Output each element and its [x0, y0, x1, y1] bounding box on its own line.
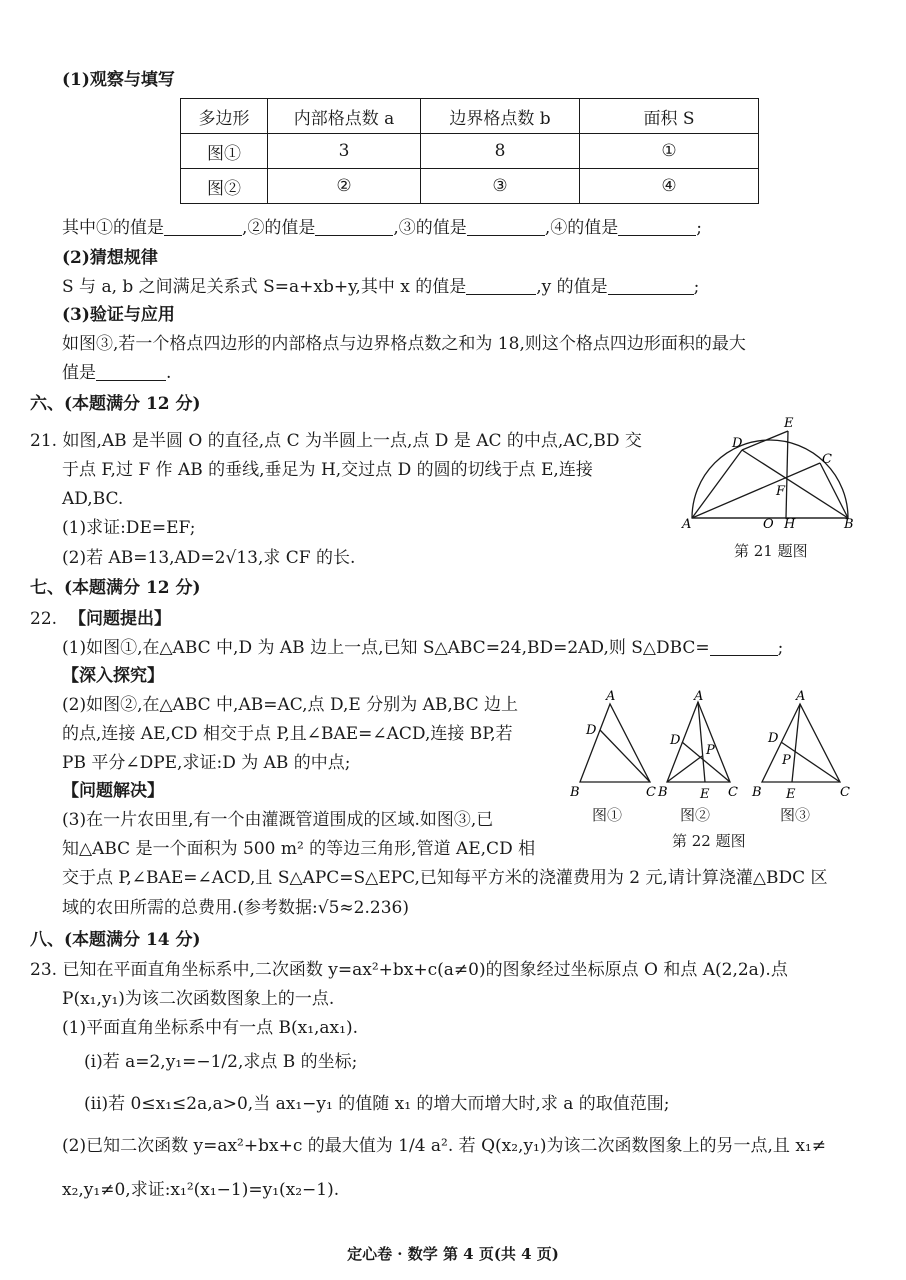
q22-caption: 第 22 题图 [672, 832, 746, 850]
f2-label-b: B [658, 785, 668, 800]
table-cell: ② [268, 169, 421, 204]
answer-blank-3[interactable] [467, 217, 545, 236]
s3-end: . [166, 363, 172, 383]
q22-line6: 知△ABC 是一个面积为 500 m² 的等边三角形,管道 AE,CD 相 [62, 839, 536, 859]
table-header-row [181, 99, 759, 134]
fill-text: ,③的值是 [393, 218, 467, 238]
p20-s3-text1: 如图③,若一个格点四边形的内部格点与边界格点数之和为 18,则这个格点四边形面积的最大 [62, 334, 746, 354]
q23-line6: (2)已知二次函数 y=ax²+bx+c 的最大值为 1/4 a². 若 Q(x₂,y₁)为该二次函数图象上的另一点,且 x₁≠ [62, 1136, 826, 1156]
fill-text: ; [696, 218, 702, 238]
q21-caption: 第 21 题图 [734, 542, 808, 560]
q21-line5: (2)若 AB=13,AD=2√13,求 CF 的长. [62, 548, 356, 568]
table-cell: 3 [268, 134, 421, 169]
q23-line1: 23. 已知在平面直角坐标系中,二次函数 y=ax²+bx+c(a≠0)的图象经过坐标原点 O 和点 A(2,2a).点 [30, 960, 788, 980]
section-6-heading: 六、(本题满分 12 分) [30, 394, 201, 414]
q21-figure [680, 415, 860, 533]
q22-figures [570, 690, 860, 802]
table-cell: 图② [181, 169, 268, 204]
label-f: F [776, 484, 786, 499]
f1-label-c: C [646, 785, 656, 800]
table-cell: ① [580, 134, 759, 169]
q22-l1-text: (1)如图①,在△ABC 中,D 为 AB 边上一点,已知 S△ABC=24,BD=2AD,则 S△DBC= [62, 638, 710, 658]
s2-text: S 与 a, b 之间满足关系式 S=a+xb+y,其中 x 的值是 [62, 277, 467, 297]
q22-line2: (2)如图②,在△ABC 中,AB=AC,点 D,E 分别为 AB,BC 边上 [62, 695, 518, 715]
section-8-heading: 八、(本题满分 14 分) [30, 930, 201, 950]
f2-label-d: D [670, 733, 681, 748]
triangle-diagrams [570, 690, 860, 802]
q22-line1 [62, 636, 783, 660]
table-cell: 8 [421, 134, 580, 169]
f2-label-e: E [700, 787, 710, 802]
p20-s3-line2 [62, 361, 171, 385]
p20-s2-line [62, 275, 699, 299]
f1-label-d: D [586, 723, 597, 738]
fig-caption-3: 图③ [780, 806, 811, 824]
f2-label-p: P [706, 743, 715, 758]
table-cell: ④ [580, 169, 759, 204]
f1-label-a: A [606, 690, 616, 704]
answer-blank-max[interactable] [96, 362, 166, 381]
p20-s2-title: (2)猜想规律 [62, 248, 158, 268]
q22-num: 22. [30, 609, 58, 629]
f3-label-e: E [786, 787, 796, 802]
fig-caption-1: 图① [592, 806, 623, 824]
answer-blank-4[interactable] [618, 217, 696, 236]
q21-line4: (1)求证:DE=EF; [62, 518, 196, 538]
lattice-table [180, 98, 759, 204]
table-row [181, 134, 759, 169]
label-c: C [822, 452, 832, 467]
fig-caption-2: 图② [680, 806, 711, 824]
answer-blank-y[interactable] [608, 276, 694, 295]
q22-line3: 的点,连接 AE,CD 相交于点 P,且∠BAE=∠ACD,连接 BP,若 [62, 724, 513, 744]
semicircle-diagram [680, 415, 860, 533]
q23-line7: x₂,y₁≠0,求证:x₁²(x₁−1)=y₁(x₂−1). [62, 1180, 340, 1200]
f3-label-d: D [768, 731, 779, 746]
answer-blank-1[interactable] [164, 217, 242, 236]
q22-number [30, 607, 171, 631]
s2-mid: ,y 的值是 [536, 277, 608, 297]
q23-line3: (1)平面直角坐标系中有一点 B(x₁,ax₁). [62, 1018, 358, 1038]
label-a: A [682, 517, 692, 532]
q22-heading-2: 【深入探究】 [62, 666, 164, 686]
q21-line2: 于点 F,过 F 作 AB 的垂线,垂足为 H,交过点 D 的圆的切线于点 E,连接 [62, 460, 593, 480]
table-row [181, 169, 759, 204]
table-cell: ③ [421, 169, 580, 204]
fill-text: ,④的值是 [544, 218, 619, 238]
p20-s3-title: (3)验证与应用 [62, 305, 175, 325]
s3-text: 值是 [62, 363, 96, 383]
table-header: 内部格点数 a [268, 99, 421, 134]
f3-label-b: B [752, 785, 762, 800]
q23-line5: (ii)若 0≤x₁≤2a,a>0,当 ax₁−y₁ 的值随 x₁ 的增大而增大时,求 a 的取值范围; [84, 1094, 670, 1114]
q22-heading-3: 【问题解决】 [62, 781, 164, 801]
answer-blank-2[interactable] [315, 217, 393, 236]
q22-heading-1: 【问题提出】 [69, 609, 172, 629]
q21-line1: 21. 如图,AB 是半圆 O 的直径,点 C 为半圆上一点,点 D 是 AC 的中点,AC,BD 交 [30, 431, 642, 451]
fill-text: ,②的值是 [242, 218, 316, 238]
fill-text: 其中①的值是 [62, 218, 164, 238]
table-cell: 图① [181, 134, 268, 169]
table-header: 边界格点数 b [421, 99, 580, 134]
table-header: 面积 S [580, 99, 759, 134]
f2-label-a: A [694, 690, 704, 704]
f2-label-c: C [728, 785, 738, 800]
page-footer: 定心卷 · 数学 第 4 页(共 4 页) [347, 1245, 559, 1263]
q21-line3: AD,BC. [62, 489, 124, 509]
f3-label-a: A [796, 690, 806, 704]
section-7-heading: 七、(本题满分 12 分) [30, 578, 201, 598]
p20-s1-title: (1)观察与填写 [62, 70, 175, 90]
f3-label-p: P [782, 753, 791, 768]
q23-line2: P(x₁,y₁)为该二次函数图象上的一点. [62, 989, 335, 1009]
q23-line4: (i)若 a=2,y₁=−1/2,求点 B 的坐标; [84, 1052, 358, 1072]
table-header: 多边形 [181, 99, 268, 134]
q22-line5: (3)在一片农田里,有一个由灌溉管道围成的区域.如图③,已 [62, 810, 494, 830]
label-d: D [732, 436, 743, 451]
f3-label-c: C [840, 785, 850, 800]
s2-end: ; [693, 277, 700, 297]
q22-line4: PB 平分∠DPE,求证:D 为 AB 的中点; [62, 753, 351, 773]
answer-blank-sdbc[interactable] [710, 637, 778, 656]
q22-line8: 域的农田所需的总费用.(参考数据:√5≈2.236) [62, 898, 409, 918]
label-h: H [784, 517, 796, 532]
label-e: E [784, 416, 794, 431]
q22-l1-end: ; [777, 638, 784, 658]
q22-line7: 交于点 P,∠BAE=∠ACD,且 S△APC=S△EPC,已知每平方米的浇灌费用为 2 元,请计算浇灌△BDC 区 [62, 868, 828, 888]
f1-label-b: B [570, 785, 580, 800]
answer-blank-x[interactable] [466, 276, 536, 295]
p20-fill-line [62, 216, 702, 240]
label-o: O [763, 517, 774, 532]
label-b: B [844, 517, 854, 532]
